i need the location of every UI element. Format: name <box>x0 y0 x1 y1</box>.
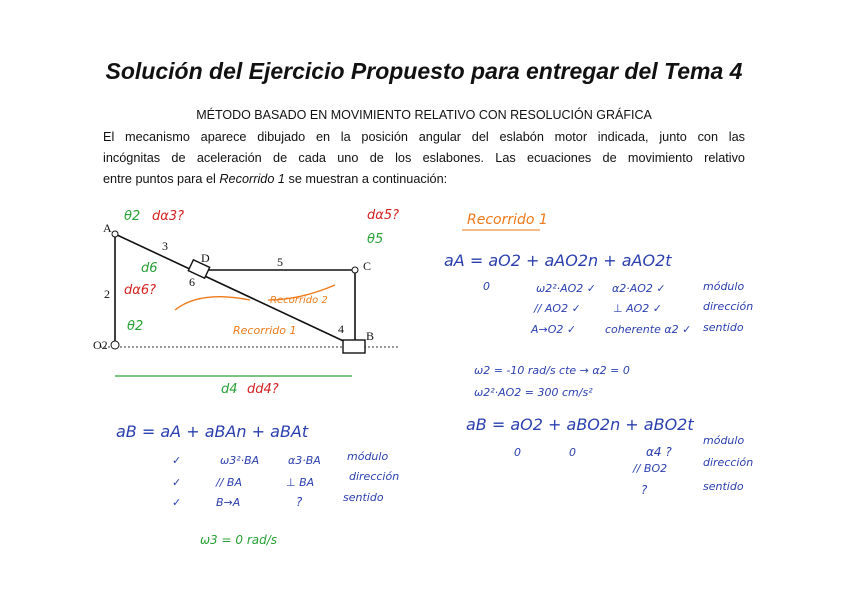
rowB2-q: ? <box>641 483 648 497</box>
rowB1b-c4: dirección <box>349 470 400 483</box>
theta5: θ5 <box>367 232 384 247</box>
label-O2: O2 <box>93 338 108 352</box>
dalpha6: dα6? <box>124 283 156 298</box>
dalpha5: dα5? <box>367 208 399 223</box>
recorrido-1-title: Recorrido 1 <box>467 212 548 228</box>
recorrido-1-arc <box>175 297 250 310</box>
rowA3-c3: sentido <box>703 321 744 334</box>
rowB2-dir: // BO2 <box>633 462 668 475</box>
label-B: B <box>366 329 375 343</box>
recorrido-2-label: Recorrido 2 <box>270 295 328 306</box>
rowB2-direccion: dirección <box>703 456 754 469</box>
rowA1-c3: módulo <box>703 280 745 293</box>
label-A: A <box>103 221 112 235</box>
label-link-4: 4 <box>338 322 344 336</box>
eq-aB-O2-zero-2: 0 <box>569 446 576 459</box>
label-link-3: 3 <box>162 239 168 253</box>
intro-line-1: El mecanismo aparece dibujado en la posición angular del eslabón motor indicada, junto con las <box>103 130 745 144</box>
label-C: C <box>363 259 372 273</box>
rowA1-c1: ω2²·AO2 ✓ <box>536 282 597 295</box>
rowB1-c3: α3·BA <box>288 454 321 467</box>
intro-line-3: entre puntos para el Recorrido 1 se muestran a continuación: <box>103 172 448 186</box>
label-link-6: 6 <box>189 275 195 289</box>
rowB1-c4: módulo <box>347 450 389 463</box>
rowB2-sentido: sentido <box>703 480 744 493</box>
rowB1b-c3: ⊥ BA <box>286 476 315 489</box>
label-D: D <box>201 251 210 265</box>
joint-A <box>112 231 118 237</box>
rowB1c-c3: ? <box>296 495 303 509</box>
eq-aB-O2-zero-1: 0 <box>514 446 521 459</box>
rowA3-c2: coherente α2 ✓ <box>605 323 692 336</box>
slider-B <box>343 340 365 353</box>
intro-line-2: incógnitas de aceleración de cada uno de los eslabones. Las ecuaciones de movimiento relativo <box>103 151 745 165</box>
rowB1c-c1: ✓ <box>172 496 182 509</box>
omega3-line: ω3 = 0 rad/s <box>200 533 278 547</box>
recorrido-1-label: Recorrido 1 <box>233 324 297 337</box>
dd4: dd4? <box>247 382 279 397</box>
omega2-line: ω2 = -10 rad/s cte → α2 = 0 <box>474 364 630 377</box>
d4: d4 <box>221 382 238 397</box>
rowB1b-c1: ✓ <box>172 476 182 489</box>
dalpha3: dα3? <box>152 209 184 224</box>
eq-aB-O2: aB = aO2 + aBO2n + aBO2t <box>466 415 694 434</box>
rowB1-c1: ✓ <box>172 454 182 467</box>
page-title: Solución del Ejercicio Propuesto para entregar del Tema 4 <box>105 58 743 84</box>
rowB1-c2: ω3²·BA <box>220 454 260 467</box>
theta2-bottom: θ2 <box>127 319 144 334</box>
label-link-2: 2 <box>104 287 110 301</box>
rowA3-c1: A→O2 ✓ <box>531 323 577 336</box>
joint-O2 <box>111 341 119 349</box>
joint-C <box>352 267 358 273</box>
rowA2-c2: ⊥ AO2 ✓ <box>613 302 662 315</box>
d6: d6 <box>141 261 158 276</box>
eq-aA: aA = aO2 + aAO2n + aAO2t <box>444 251 672 270</box>
rowA1-c2: α2·AO2 ✓ <box>612 282 666 295</box>
rowA2-c1: // AO2 ✓ <box>534 302 581 315</box>
eq-aB: aB = aA + aBAn + aBAt <box>116 422 309 441</box>
label-link-5: 5 <box>277 255 283 269</box>
eq-aA-zero: 0 <box>483 280 490 293</box>
omega2sq-line: ω2²·AO2 = 300 cm/s² <box>474 386 593 399</box>
rowB2-alpha4: α4 ? <box>646 445 672 459</box>
rowB1c-c4: sentido <box>343 491 384 504</box>
method-heading: MÉTODO BASADO EN MOVIMIENTO RELATIVO CON RESOLUCIÓN GRÁFICA <box>196 108 652 122</box>
theta2-top: θ2 <box>124 209 141 224</box>
rowB2-modulo: módulo <box>703 434 745 447</box>
rowA2-c3: dirección <box>703 300 754 313</box>
rowB1c-c2: B→A <box>216 496 241 509</box>
rowB1b-c2: // BA <box>216 476 242 489</box>
